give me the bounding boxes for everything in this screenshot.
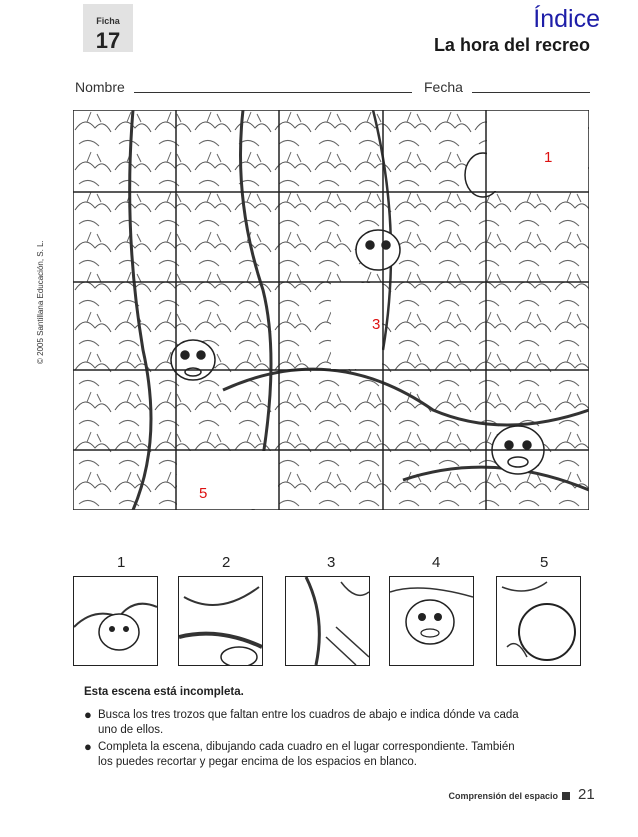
blank-label-1: 1 <box>544 149 553 166</box>
piece-number-3: 3 <box>327 554 336 571</box>
nombre-label: Nombre <box>75 79 125 95</box>
piece-number-5: 5 <box>540 554 549 571</box>
page-number: 21 <box>578 786 595 803</box>
copyright-note <box>30 240 48 364</box>
fecha-label: Fecha <box>424 79 463 95</box>
puzzle-piece-4[interactable] <box>389 576 474 666</box>
piece-number-2: 2 <box>222 554 231 571</box>
jungle-scene <box>73 110 589 510</box>
instruction-item <box>84 708 524 737</box>
piece-1-drawing <box>74 577 157 665</box>
nombre-field[interactable] <box>134 92 412 93</box>
piece-4-drawing <box>390 577 473 665</box>
ficha-label: Ficha <box>96 16 120 26</box>
blank-square-1 <box>487 111 588 191</box>
ficha-number: 17 <box>95 28 121 53</box>
piece-number-4: 4 <box>432 554 441 571</box>
page-title: La hora del recreo <box>433 35 590 55</box>
puzzle-piece-3[interactable] <box>285 576 370 666</box>
instruction-item <box>84 740 524 769</box>
blank-label-3: 3 <box>372 316 381 333</box>
bullet-icon: ● <box>84 739 92 754</box>
square-icon <box>562 792 570 800</box>
blank-label-5: 5 <box>199 485 208 502</box>
puzzle-piece-2[interactable] <box>178 576 263 666</box>
footer-section: Comprensión del espacio <box>448 791 558 801</box>
piece-2-drawing <box>179 577 262 665</box>
indice-link[interactable]: Índice <box>533 5 600 33</box>
piece-5-drawing <box>497 577 580 665</box>
piece-3-drawing <box>286 577 369 665</box>
puzzle-piece-1[interactable] <box>73 576 158 666</box>
instruction-text: Busca los tres trozos que faltan entre los cuadros de abajo e indica dónde va cada uno de ellos. <box>98 709 519 736</box>
puzzle-piece-5[interactable] <box>496 576 581 666</box>
instruction-text: Completa la escena, dibujando cada cuadro en el lugar correspondiente. También los puedes recortar y pegar encima de los espacios en blanco. <box>98 741 515 768</box>
blank-square-5 <box>177 451 278 509</box>
copyright-text: © 2005 Santillana Educación, S. L. <box>36 240 45 364</box>
piece-number-1: 1 <box>117 554 126 571</box>
ficha-box <box>83 4 133 52</box>
instructions-heading: Esta escena está incompleta. <box>84 686 244 698</box>
instructions <box>84 686 524 772</box>
bullet-icon: ● <box>84 707 92 722</box>
fecha-field[interactable] <box>472 92 590 93</box>
